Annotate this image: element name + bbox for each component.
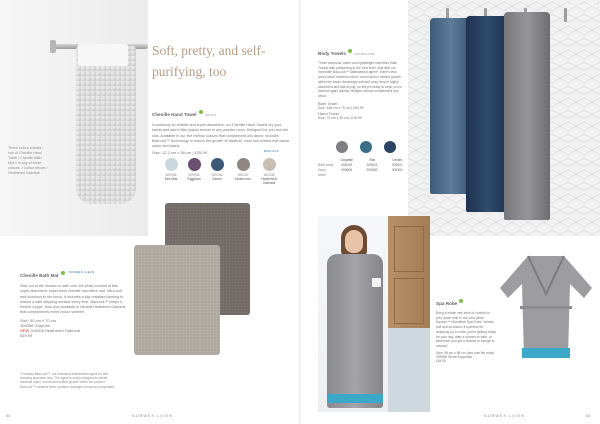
swatch-name: Mushroom	[235, 177, 251, 181]
table-row: Hand towel 309606 309982 309351	[318, 168, 403, 177]
swatch-dot	[165, 158, 178, 171]
swatch-code: 309164	[211, 173, 223, 177]
left-page-number: 60	[6, 413, 11, 418]
swatch-code: 362035	[263, 173, 275, 177]
hand-towel-description: Luxuriously so reliable and super-absorbent, our Chenille Hand Towels dry your hands and add a little playful texture to any powder room. Designed for you and the kids. Available in our five mellow colours that complement any décor. Includes BacLock™ technology to reduce the growth of bacteria, mold and mildew that cause odour and stains.	[152, 123, 290, 149]
table-header: Teal	[368, 158, 376, 162]
bath-mat-title: Chenille Bath Mat	[20, 273, 59, 278]
spa-robe-title: Spa Robe	[436, 301, 458, 306]
baclock-footnote: *Contains BacLock™, our exclusive antibacterial agent for self-cleaning purposes only. The agent is solely designed to inhibit bacterial odour, mould and mildew growth within the product. BacLock™ contains silver (sodium hydrogen zirconium phosphate).	[20, 372, 116, 389]
bath-mat-size: Size: 50 cm x 70 cm	[20, 317, 57, 323]
bath-mat-price: £69.99	[20, 332, 33, 338]
page-spine	[299, 0, 301, 424]
swatch-dot	[188, 158, 201, 171]
spa-robe-block	[436, 292, 496, 363]
spa-robe-price: £64.99	[436, 358, 447, 363]
towel-code-table	[318, 158, 410, 178]
swatch-dot	[263, 158, 276, 171]
eco-leaf-icon	[459, 299, 463, 303]
right-brand: NORWEX LIVEN	[484, 414, 526, 418]
spa-robe-image	[498, 254, 594, 360]
norwex-clean-badge: NORWEX CLEAN	[69, 271, 95, 275]
hand-towel-block: Chenille Hand Towel CMC/HT Luxuriously so reliable and super-absorbent, our Chenille Hand Towels dry your hands and add a little playful texture to any powder room. Designed for you and the kids. Available in our five mellow colours that complement any décor. Includes BacLock™ technology to reduce the growth of bacteria, mold and mildew that cause odour and stains. Size: 12.2 cm x 38 cm | £25.99	[152, 103, 292, 155]
color-swatch	[258, 158, 280, 185]
towel-rail-photo	[0, 0, 148, 236]
chenille-hand-towel-image	[76, 46, 136, 204]
swatch-dot	[237, 158, 250, 171]
table-header: Denim	[392, 158, 403, 162]
swatch-dot	[211, 158, 224, 171]
right-corner-tag: FRESH & BODY	[566, 4, 598, 8]
color-swatch	[232, 158, 254, 181]
hand-towel-size-price: Size: 12.2 cm x 38 cm | £25.99	[152, 150, 207, 156]
hand-towel-2-size-price: Size: 70 cm x 35 cm | £16.99	[318, 115, 362, 120]
spa-robe-description: Bring a whole new level of comfort to your down time in our ultra-plush Norwex™ Microfibre Spa Robe. Velvety soft and luxurious, it's perfect for wrapping up in when you're getting ready for your day, after a shower or bath, or whenever you get a chance to lounge or unwind!	[436, 311, 497, 348]
spa-robe-size: Size: 98 cm x 98 cm (one size fits most)	[436, 350, 495, 355]
bath-towels-description: These luxurious, warm and lightweight microfibre Bath Towels take pampering to the next level. And with our incredible BacLock™ antibacterial agent*, there's less worry about bacterial odour, mould and/or mildew growth within the towel. Amazingly soft and cosy, they're highly absorbent and fast-drying, so they're ready to wrap you in comfort again quickly. Multiple colours complement any décor.	[318, 61, 403, 98]
color-swatch	[183, 158, 205, 181]
page-headline: Soft, pretty, and self-purifying, too	[152, 43, 266, 79]
swatch-name: Heathered Oatmeal	[261, 177, 277, 185]
hand-towel-label: Hand Towel	[318, 110, 339, 116]
swatch-name: Denim	[212, 177, 222, 181]
bath-towel-size-price: Size: 148 cm x 70 cm | £54.99	[318, 105, 364, 110]
eco-leaf-icon	[61, 271, 65, 275]
graphite-towel-image	[504, 12, 550, 220]
bath-mat-new-code: 310005 Heathered Oatmeal	[30, 327, 80, 333]
bath-mat-code: 309086 Graphite	[20, 322, 50, 328]
eco-leaf-icon	[348, 49, 352, 53]
eco-leaf-icon	[199, 110, 203, 114]
color-swatch	[160, 158, 182, 181]
swatch-name: Eggplant	[187, 177, 201, 181]
swatch-code: 360102	[237, 173, 249, 177]
hanging-towels-photo	[408, 0, 600, 236]
spa-robe-model-photo	[318, 216, 430, 412]
hand-towel-title: Chenille Hand Towel	[152, 112, 197, 117]
table-header: Graphite	[340, 158, 353, 162]
bath-towel-label: Bath Towel	[318, 100, 338, 106]
bath-towels-title: Body Towels	[318, 51, 346, 56]
swatch-code: 309033	[188, 173, 200, 177]
color-swatch	[206, 158, 228, 181]
oatmeal-bath-mat-image	[134, 245, 220, 355]
left-brand: NORWEX LIVEN	[132, 414, 174, 418]
right-page-number: 61	[586, 413, 591, 418]
mug-image	[372, 278, 381, 287]
bath-mat-description: Step out of the shower or bath onto the plush comfort of this super-absorbent, super-thick chenille microfibre mat. Ultra-soft and luxurious to the touch, it includes a slip-resistant backing to ensure a safe stepping surface every time. BacLock™ keeps it fresher longer. Now also available in Neutral Heathered Oatmeal that complements every colour scheme.	[20, 284, 126, 315]
bath-mat-block	[20, 264, 128, 338]
new-label: NEW	[20, 327, 30, 333]
spa-robe-code: 309968 Stone/Turquoise	[436, 354, 472, 359]
photo-caption: These colour shades / hue of Chenille Hand Towel / Chenille Bath Mat // in any of these colours. / Colour shown / Heathered Oatmeal	[8, 146, 48, 175]
swatch-name: Sea Mist	[164, 177, 178, 181]
baclock-badge: BACLOCK	[264, 150, 279, 153]
teal-swatch	[360, 141, 372, 153]
graphite-swatch	[336, 141, 348, 153]
denim-swatch	[384, 141, 396, 153]
swatch-code: 309036	[165, 173, 177, 177]
table-row: Bath towel 306025 309624 309901	[318, 163, 403, 167]
bath-towels-block: Body Towels CMC/BT/HTNE These luxurious, warm and lightweight microfibre Bath Towels take pampering to the next level. And with our incredible BacLock™ antibacterial agent*, there's less worry about bacterial odour, mould and/or mildew growth within the towel. Amazingly soft and cosy, they're highly absorbent and fast-drying, so they're ready to wrap you in comfort again quickly. Multiple colours complement any décor. Bath Towel Size: 148 cm x 70 cm | £54.99 Hand Towel Size: 70 cm x 35 cm | £16.99	[318, 42, 404, 120]
